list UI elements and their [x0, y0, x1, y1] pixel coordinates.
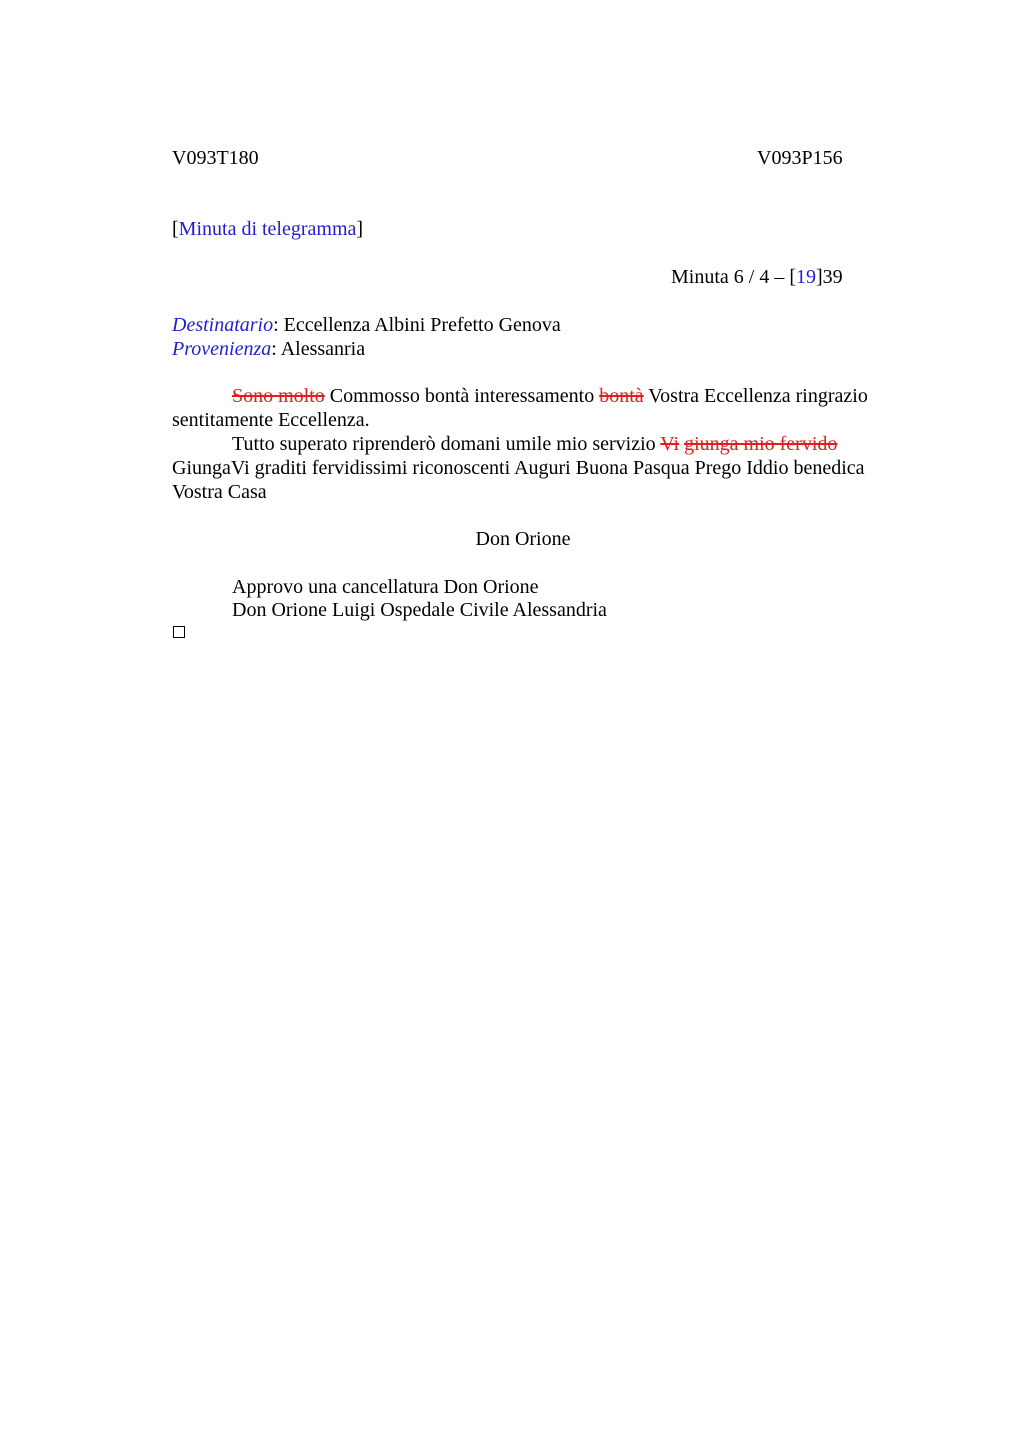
body-paragraph-1 [172, 384, 902, 432]
body-text: GiungaVi graditi fervidissimi riconoscenti Auguri Buona Pasqua Prego Iddio benedica Vostra Casa [172, 457, 865, 503]
origin-line [172, 337, 365, 361]
body-text: Tutto superato riprenderò domani umile mio servizio [232, 433, 661, 455]
origin-label: Provenienza [172, 338, 272, 360]
recipient-label: Destinatario [172, 314, 274, 336]
date-suffix: ]39 [816, 266, 843, 288]
deleted-text: Sono molto [232, 385, 325, 407]
body-text: Commosso bontà interessamento [324, 385, 600, 407]
origin-value: : Alessanria [271, 338, 366, 360]
approval-note: Approvo una cancellatura Don Orione [232, 576, 539, 598]
signature: Don Orione [475, 528, 571, 550]
date-prefix: Minuta 6 / 4 – [ [671, 266, 796, 288]
date-line [671, 265, 843, 289]
body-paragraph-2 [172, 432, 902, 504]
end-marker-square [173, 626, 185, 638]
recipient-line [172, 313, 561, 337]
date-century: 19 [796, 266, 816, 288]
title-close-bracket: ] [356, 218, 364, 240]
document-code-right: V093P156 [757, 147, 843, 169]
sender-address-note: Don Orione Luigi Ospedale Civile Alessandria [232, 599, 607, 621]
deleted-text: giunga mio fervido [684, 433, 838, 455]
title-open-bracket: [ [172, 218, 179, 240]
title-text: Minuta di telegramma [178, 218, 357, 240]
document-title [172, 217, 363, 241]
recipient-value: : Eccellenza Albini Prefetto Genova [273, 314, 561, 336]
deleted-text: Vi [660, 433, 680, 455]
document-code-left: V093T180 [172, 147, 259, 169]
body-text: Vostra Eccellenza ringrazio sentitamente Eccellenza. [172, 385, 868, 431]
deleted-text: bontà [599, 385, 644, 407]
